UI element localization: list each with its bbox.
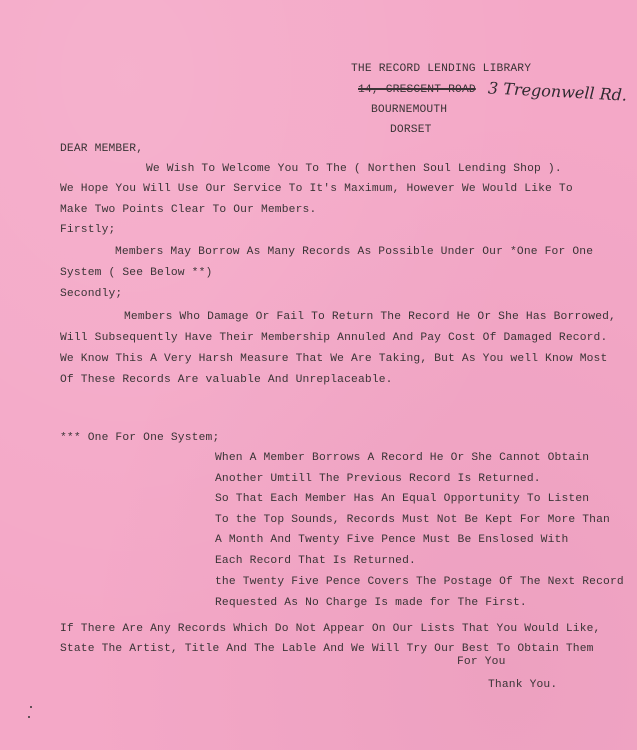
firstly-heading: Firstly; bbox=[60, 224, 116, 236]
letterhead-title: THE RECORD LENDING LIBRARY bbox=[351, 63, 532, 75]
secondly-line: We Know This A Very Harsh Measure That We Are Taking, But As You well Know Most bbox=[60, 353, 608, 365]
secondly-line: Of These Records Are valuable And Unreplaceable. bbox=[60, 374, 393, 386]
letterhead-struck-address: 14, CRESCENT ROAD bbox=[358, 84, 476, 96]
ink-speck bbox=[28, 716, 30, 718]
secondly-heading: Secondly; bbox=[60, 288, 123, 300]
intro-line: Make Two Points Clear To Our Members. bbox=[60, 204, 317, 216]
system-line: the Twenty Five Pence Covers The Postage Of The Next Record bbox=[215, 576, 624, 588]
closing-line: State The Artist, Title And The Lable And We Will Try Our Best To Obtain Them bbox=[60, 643, 594, 655]
firstly-line: Members May Borrow As Many Records As Possible Under Our *One For One bbox=[115, 246, 594, 258]
handwritten-address: 3 Tregonwell Rd. bbox=[487, 78, 628, 105]
system-heading: *** One For One System; bbox=[60, 432, 220, 444]
closing-line: If There Are Any Records Which Do Not Appear On Our Lists That You Would Like, bbox=[60, 623, 601, 635]
ink-speck bbox=[30, 706, 32, 708]
system-line: So That Each Member Has An Equal Opportunity To Listen bbox=[215, 493, 590, 505]
closing-line: For You bbox=[457, 656, 506, 668]
intro-line: We Hope You Will Use Our Service To It's Maximum, However We Would Like To bbox=[60, 183, 573, 195]
system-line: Each Record That Is Returned. bbox=[215, 555, 416, 567]
secondly-line: Will Subsequently Have Their Membership Annuled And Pay Cost Of Damaged Record. bbox=[60, 332, 608, 344]
system-line: Another Umtill The Previous Record Is Returned. bbox=[215, 473, 541, 485]
letterhead-county: DORSET bbox=[390, 124, 432, 136]
firstly-line: System ( See Below **) bbox=[60, 267, 213, 279]
intro-line: We Wish To Welcome You To The ( Northen Soul Lending Shop ). bbox=[146, 163, 562, 175]
system-line: Requested As No Charge Is made for The First. bbox=[215, 597, 527, 609]
signoff: Thank You. bbox=[488, 679, 558, 691]
salutation: DEAR MEMBER, bbox=[60, 143, 144, 155]
letterhead-town: BOURNEMOUTH bbox=[371, 104, 448, 116]
secondly-line: Members Who Damage Or Fail To Return The Record He Or She Has Borrowed, bbox=[124, 311, 616, 323]
system-line: When A Member Borrows A Record He Or She Cannot Obtain bbox=[215, 452, 590, 464]
system-line: A Month And Twenty Five Pence Must Be Enslosed With bbox=[215, 534, 569, 546]
system-line: To the Top Sounds, Records Must Not Be Kept For More Than bbox=[215, 514, 610, 526]
